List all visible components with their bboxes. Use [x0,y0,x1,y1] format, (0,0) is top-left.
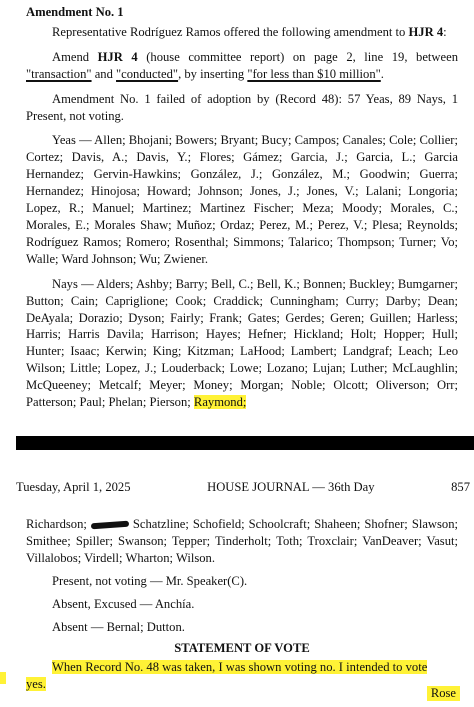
intro-bill: HJR 4 [408,24,444,39]
amendment-intro [26,24,458,41]
redaction-mark [91,521,129,530]
continuation-section [26,516,458,693]
nays-cont-b: Schatzline; Schofield; Schoolcraft; Shaheen; Shofner; Slawson; Smithee; Spiller; Swanson; Tepper; Tinderholt; Toth; Troxclair; VanDeaver; Vasut; Villalobos; Virdell; Wharton; Wilson. [26,517,458,565]
amend-and: and [91,66,117,81]
running-date: Tuesday, April 1, 2025 [16,480,131,494]
intro-text: Representative Rodríguez Ramos offered the following amendment to [52,24,406,39]
intro-colon: : [443,24,447,39]
amend-lead: Amend [52,49,98,64]
amendment-heading: Amendment No. 1 [26,5,124,19]
absent: Absent — Bernal; Dutton. [52,620,185,634]
running-journal: HOUSE JOURNAL — 36th Day [207,480,375,494]
amendment-result: Amendment No. 1 failed of adoption by (Record 48): 57 Yeas, 89 Nays, 1 Present, not voting. [26,91,458,123]
absent-excused: Absent, Excused — Anchía. [52,597,195,611]
amend-inserting: , by inserting [178,66,248,81]
amendment-text [26,49,458,83]
signature: Rose [427,686,460,701]
underlined-word-transaction: "transaction" [26,66,92,81]
statement-heading: STATEMENT OF VOTE [174,641,310,655]
amend-bill: HJR 4 [97,49,138,64]
statement-text-cont [26,676,458,693]
underlined-word-conducted: "conducted" [116,66,179,81]
page-number: 857 [451,480,470,494]
highlighted-raymond: Raymond; [193,395,247,410]
nays-continuation [26,516,458,567]
running-head [16,480,470,495]
margin-highlight-mark [0,672,6,684]
amend-period: . [380,66,384,81]
amendment-section [26,4,458,411]
yeas-list: Yeas — Allen; Bhojani; Bowers; Bryant; Bucy; Campos; Canales; Cole; Collier; Cortez; Davis, A.; Davis, Y.; Flores; Gámez; Garcia, J.; Garcia, L.; Garcia Hernandez; Gervin-Hawkins; González, J.; González, M.; Goodwin; Guerra; Hernandez; Hinojosa; Howard; Johnson; Jones, J.; Jones, V.; Lalani; Longoria; Lopez, R.; Manuel; Martinez; Martinez Fischer; Meza; Moody; Morales, C.; Morales, E.; Morales Shaw; Muñoz; Ordaz; Perez, M.; Perez, V.; Plesa; Reynolds; Rodríguez Ramos; Romero; Rosenthal; Simmons; Talarico; Thompson; Turner; Vo; Walle; Ward Johnson; Wu; Zwiener. [26,133,458,266]
statement-line-2: yes. [26,677,46,691]
nays-list [26,276,458,411]
amend-location: (house committee report) on page 2, line 19, between [137,49,458,64]
nays-text: Nays — Alders; Ashby; Barry; Bell, C.; Bell, K.; Bonnen; Buckley; Bumgarner; Button; Cain; Capriglione; Cook; Craddick; Cunningham; Curry; Darby; Dean; DeAyala; Dorazio; Dyson; Fairly; Frank; Gates; Gerdes; Geren; Guillen; Harless; Harris; Harris Davila; Harrison; Hayes; Hefner; Hickland; Holt; Hopper; Hull; Hunter; Isaac; Kerwin; King; Kitzman; LaHood; Lambert; Landgraf; Leach; Leo Wilson; Little; Lopez, J.; Louderback; Lowe; Lozano; Lujan; Luther; McLaughlin; McQueeney; Metcalf; Meyer; Money; Morgan; Noble; Olcott; Oliverson; Orr; Patterson; Paul; Phelan; Pierson; [26,276,458,410]
page-divider-bar [16,436,474,450]
present-not-voting: Present, not voting — Mr. Speaker(C). [52,574,248,588]
nays-cont-a: Richardson; [26,517,91,531]
statement-line-1: When Record No. 48 was taken, I was shown voting no. I intended to vote [52,660,428,674]
underlined-insertion: "for less than $10 million" [247,66,381,81]
statement-text [26,659,458,676]
